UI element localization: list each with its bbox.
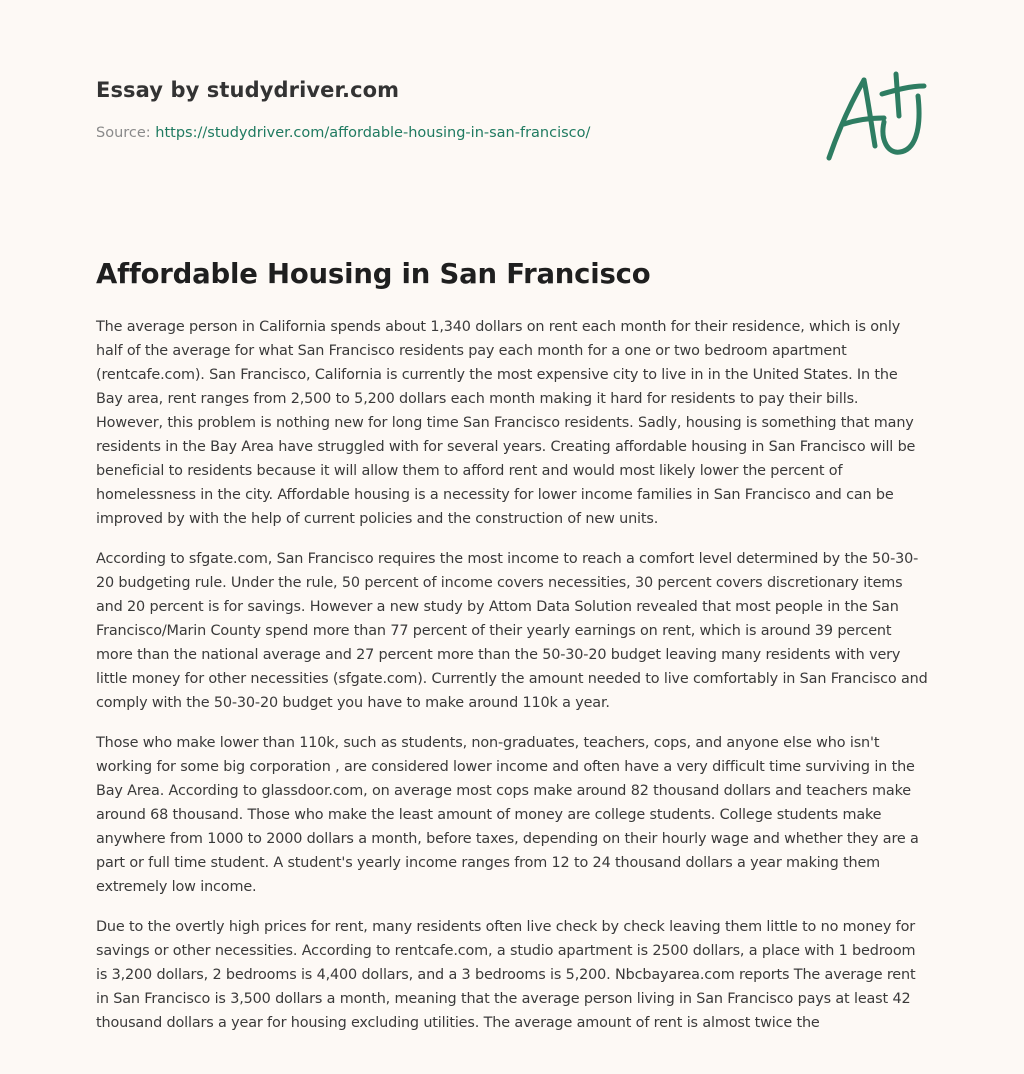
- essay-paragraph: Those who make lower than 110k, such as students, non-graduates, teachers, cops, and anyone else who isn't working for some big corporation , are considered lower income and often have a very difficult time surviving in the Bay Area. According to glassdoor.com, on average most cops make around 82 thousand dollars and teachers make around 68 thousand. Those who make the least amount of money are college students. College students make anywhere from 1000 to 2000 dollars a month, before taxes, depending on their hourly wage and whether they are a part or full time student. A student's yearly income ranges from 12 to 24 thousand dollars a year making them extremely low income.: [96, 735, 919, 895]
- source-link[interactable]: https://studydriver.com/affordable-housing-in-san-francisco/: [155, 125, 591, 141]
- brand-title: Essay by studydriver.com: [96, 78, 400, 102]
- source-label: Source:: [96, 125, 156, 141]
- essay-paragraph: According to sfgate.com, San Francisco requires the most income to reach a comfort level determined by the 50-30-20 budgeting rule. Under the rule, 50 percent of income covers necessities, 30 percent covers discretionary items and 20 percent is for savings. However a new study by Attom Data Solution revealed that most people in the San Francisco/Marin County spend more than 77 percent of their yearly earnings on rent, which is around 39 percent more than the national average and 27 percent more than the 50-30-20 budget leaving many residents with very little money for other necessities (sfgate.com). Currently the amount needed to live comfortably in San Francisco and comply with the 50-30-20 budget you have to make around 110k a year.: [96, 551, 928, 711]
- essay-title: Affordable Housing in San Francisco: [96, 258, 651, 290]
- page-header: [96, 76, 796, 143]
- essay-body: [96, 315, 928, 1051]
- essay-paragraph: Due to the overtly high prices for rent, many residents often live check by check leaving them little to no money for savings or other necessities. According to rentcafe.com, a studio apartment is 2500 dollars, a place with 1 bedroom is 3,200 dollars, 2 bedrooms is 4,400 dollars, and a 3 bedrooms is 5,200. Nbcbayarea.com reports The average rent in San Francisco is 3,500 dollars a month, meaning that the average person living in San Francisco pays at least 42 thousand dollars a year for housing excluding utilities. The average amount of rent is almost twice the: [96, 919, 916, 1031]
- essay-paragraph: The average person in California spends about 1,340 dollars on rent each month for their residence, which is only half of the average for what San Francisco residents pay each month for a one or two bedroom apartment (rentcafe.com). San Francisco, California is currently the most expensive city to live in in the United States. In the Bay area, rent ranges from 2,500 to 5,200 dollars each month making it hard for residents to pay their bills. However, this problem is nothing new for long time San Francisco residents. Sadly, housing is something that many residents in the Bay Area have struggled with for several years. Creating affordable housing in San Francisco will be beneficial to residents because it will allow them to afford rent and would most likely lower the percent of homelessness in the city. Affordable housing is a necessity for lower income families in San Francisco and can be improved by with the help of current policies and the construction of new units.: [96, 319, 916, 527]
- source-line: [96, 123, 796, 143]
- a-plus-logo-icon: [822, 66, 932, 166]
